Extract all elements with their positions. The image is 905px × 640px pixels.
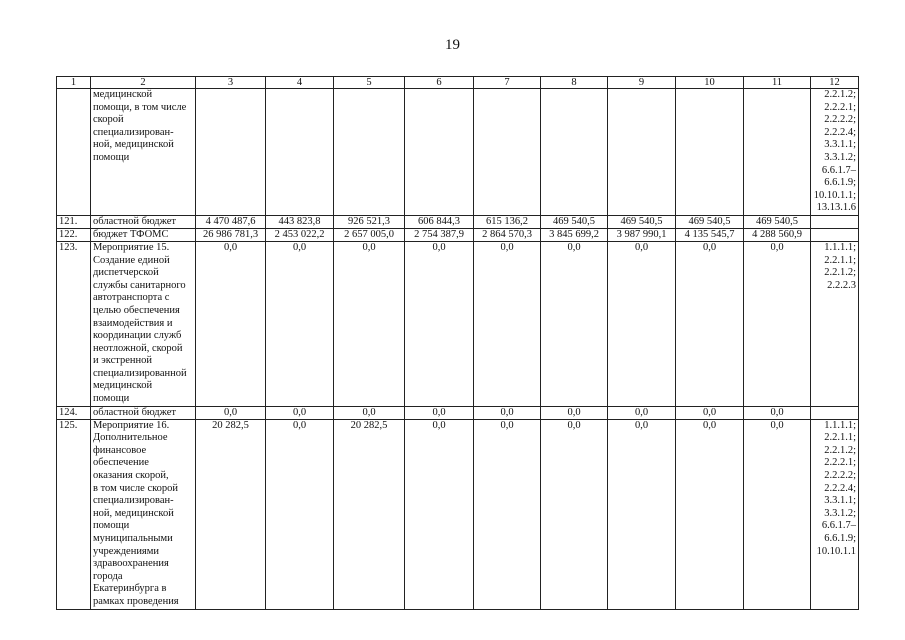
target-ref: 3.3.1.2; (824, 507, 856, 519)
value-cell: 0,0 (676, 419, 744, 609)
value-cell: 0,0 (405, 241, 474, 406)
column-header: 3 (196, 77, 266, 89)
page-number: 19 (445, 37, 460, 53)
row-name-line: специализирован- (93, 495, 174, 507)
row-name-line: Мероприятие 15. (93, 241, 170, 253)
value-cell (676, 89, 744, 216)
table-body (57, 89, 859, 610)
table-row (57, 419, 859, 609)
column-header: 12 (811, 77, 859, 89)
value-cell: 0,0 (266, 241, 334, 406)
value-cell: 0,0 (405, 406, 474, 419)
column-header: 2 (91, 77, 196, 89)
column-header: 7 (474, 77, 541, 89)
table-row (57, 241, 859, 406)
value-cell: 0,0 (334, 406, 405, 419)
value-cell (474, 89, 541, 216)
value-cell: 0,0 (676, 406, 744, 419)
column-header: 9 (608, 77, 676, 89)
row-name-line: города (93, 570, 123, 582)
row-name-line: координации служб (93, 330, 182, 342)
value-cell: 0,0 (676, 241, 744, 406)
column-header: 6 (405, 77, 474, 89)
value-cell: 20 282,5 (196, 419, 266, 609)
value-cell: 0,0 (608, 406, 676, 419)
target-ref: 1.1.1.1; (824, 419, 856, 431)
value-cell (608, 89, 676, 216)
value-cell: 0,0 (608, 241, 676, 406)
budget-table (56, 76, 859, 610)
value-cell: 3 845 699,2 (541, 228, 608, 241)
row-name-line: неотложной, скорой (93, 342, 183, 354)
row-name-line: ной, медицинской (93, 507, 174, 519)
value-cell: 469 540,5 (676, 215, 744, 228)
row-name-line: здравоохранения (93, 558, 169, 570)
target-ref: 2.2.1.1; (824, 254, 856, 266)
row-number-cell: 123. (57, 241, 91, 406)
row-name-cell (91, 89, 196, 216)
target-ref: 2.2.1.1; (824, 432, 856, 444)
value-cell: 2 453 022,2 (266, 228, 334, 241)
row-name-line: оказания скорой, (93, 470, 169, 482)
row-name-line: медицинской (93, 380, 153, 392)
value-cell: 0,0 (196, 406, 266, 419)
row-name-line: целью обеспечения (93, 304, 180, 316)
row-name-line: рамках проведения (93, 595, 179, 607)
value-cell: 469 540,5 (541, 215, 608, 228)
column-header: 11 (744, 77, 811, 89)
row-name-line: Екатеринбурга в (93, 583, 167, 595)
value-cell: 0,0 (196, 241, 266, 406)
value-cell: 3 987 990,1 (608, 228, 676, 241)
row-name-line: Дополнительное (93, 432, 168, 444)
row-name-cell (91, 406, 196, 419)
target-ref: 3.3.1.1; (824, 139, 856, 151)
value-cell: 0,0 (266, 406, 334, 419)
target-ref: 2.2.2.4; (824, 482, 856, 494)
value-cell: 606 844,3 (405, 215, 474, 228)
value-cell: 0,0 (334, 241, 405, 406)
row-name-line: бюджет ТФОМС (93, 228, 169, 240)
value-cell (266, 89, 334, 216)
row-name-cell (91, 241, 196, 406)
value-cell (541, 89, 608, 216)
column-header: 10 (676, 77, 744, 89)
row-number-cell: 125. (57, 419, 91, 609)
row-name-line: взаимодействия и (93, 317, 173, 329)
row-name-line: диспетчерской (93, 267, 159, 279)
table-row (57, 215, 859, 228)
target-ref: 2.2.2.2; (824, 114, 856, 126)
row-name-line: помощи (93, 520, 130, 532)
value-cell: 0,0 (744, 406, 811, 419)
target-refs-cell (811, 215, 859, 228)
target-ref: 1.1.1.1; (824, 241, 856, 253)
value-cell: 0,0 (474, 419, 541, 609)
target-ref: 6.6.1.7– (821, 520, 856, 532)
value-cell: 0,0 (608, 419, 676, 609)
target-ref: 6.6.1.7– (821, 164, 856, 176)
value-cell: 0,0 (474, 406, 541, 419)
target-ref: 6.6.1.9; (824, 533, 856, 544)
value-cell: 2 657 005,0 (334, 228, 405, 241)
target-ref: 2.2.2.2; (824, 470, 856, 482)
row-name-line: специализирован- (93, 126, 174, 138)
row-name-line: Создание единой (93, 254, 170, 266)
target-refs-cell (811, 406, 859, 419)
column-header: 1 (57, 77, 91, 89)
target-refs-cell (811, 89, 859, 216)
row-name-line: и экстренной (93, 355, 152, 367)
target-ref: 10.10.1.1 (816, 545, 856, 557)
table-row (57, 228, 859, 241)
value-cell: 20 282,5 (334, 419, 405, 609)
value-cell: 0,0 (266, 419, 334, 609)
value-cell: 926 521,3 (334, 215, 405, 228)
row-name-line: медицинской (93, 89, 153, 100)
target-ref: 2.2.2.1; (824, 101, 856, 113)
value-cell: 0,0 (744, 419, 811, 609)
row-name-line: скорой (93, 114, 124, 126)
value-cell: 0,0 (405, 419, 474, 609)
row-name-line: специализированной (93, 367, 187, 379)
row-name-line: областной бюджет (93, 406, 176, 418)
table-row (57, 89, 859, 216)
value-cell (405, 89, 474, 216)
target-refs-cell (811, 241, 859, 406)
value-cell: 4 135 545,7 (676, 228, 744, 241)
column-header: 5 (334, 77, 405, 89)
value-cell: 4 470 487,6 (196, 215, 266, 228)
target-ref: 2.2.1.2; (824, 267, 856, 279)
value-cell: 2 754 387,9 (405, 228, 474, 241)
target-refs-cell (811, 228, 859, 241)
row-number-cell: 124. (57, 406, 91, 419)
header-row (57, 77, 859, 89)
row-name-cell (91, 215, 196, 228)
row-name-line: помощи, в том числе (93, 101, 187, 113)
value-cell: 443 823,8 (266, 215, 334, 228)
target-ref: 2.2.1.2; (824, 89, 856, 100)
value-cell: 26 986 781,3 (196, 228, 266, 241)
row-name-line: в том числе скорой (93, 482, 179, 494)
row-number-cell: 122. (57, 228, 91, 241)
row-number-cell: 121. (57, 215, 91, 228)
target-ref: 2.2.2.3 (827, 279, 856, 291)
row-name-line: службы санитарного (93, 279, 186, 291)
row-name-line: ной, медицинской (93, 139, 174, 151)
target-ref: 2.2.2.1; (824, 457, 856, 469)
row-name-line: автотранспорта с (93, 292, 170, 304)
row-name-line: областной бюджет (93, 215, 176, 227)
target-ref: 2.2.1.2; (824, 444, 856, 456)
value-cell: 469 540,5 (608, 215, 676, 228)
value-cell: 0,0 (744, 241, 811, 406)
row-number-cell (57, 89, 91, 216)
value-cell: 0,0 (541, 419, 608, 609)
value-cell: 4 288 560,9 (744, 228, 811, 241)
row-name-cell (91, 228, 196, 241)
row-name-cell (91, 419, 196, 609)
value-cell: 2 864 570,3 (474, 228, 541, 241)
value-cell: 0,0 (474, 241, 541, 406)
target-ref: 3.3.1.2; (824, 151, 856, 163)
row-name-line: помощи (93, 393, 130, 405)
row-name-line: помощи (93, 151, 130, 163)
row-name-line: финансовое (93, 444, 147, 456)
target-ref: 2.2.2.4; (824, 126, 856, 138)
value-cell (334, 89, 405, 216)
value-cell (744, 89, 811, 216)
target-ref: 3.3.1.1; (824, 495, 856, 507)
column-header: 4 (266, 77, 334, 89)
row-name-line: учреждениями (93, 545, 160, 557)
row-name-line: Мероприятие 16. (93, 419, 170, 431)
target-ref: 6.6.1.9; (824, 177, 856, 189)
target-ref: 10.10.1.1; (813, 189, 856, 201)
row-name-line: обеспечение (93, 457, 149, 469)
value-cell: 469 540,5 (744, 215, 811, 228)
target-refs-cell (811, 419, 859, 609)
value-cell: 0,0 (541, 406, 608, 419)
value-cell: 0,0 (541, 241, 608, 406)
value-cell: 615 136,2 (474, 215, 541, 228)
column-header: 8 (541, 77, 608, 89)
target-ref: 13.13.1.6 (816, 202, 856, 214)
table-row (57, 406, 859, 419)
value-cell (196, 89, 266, 216)
row-name-line: муниципальными (93, 533, 173, 544)
